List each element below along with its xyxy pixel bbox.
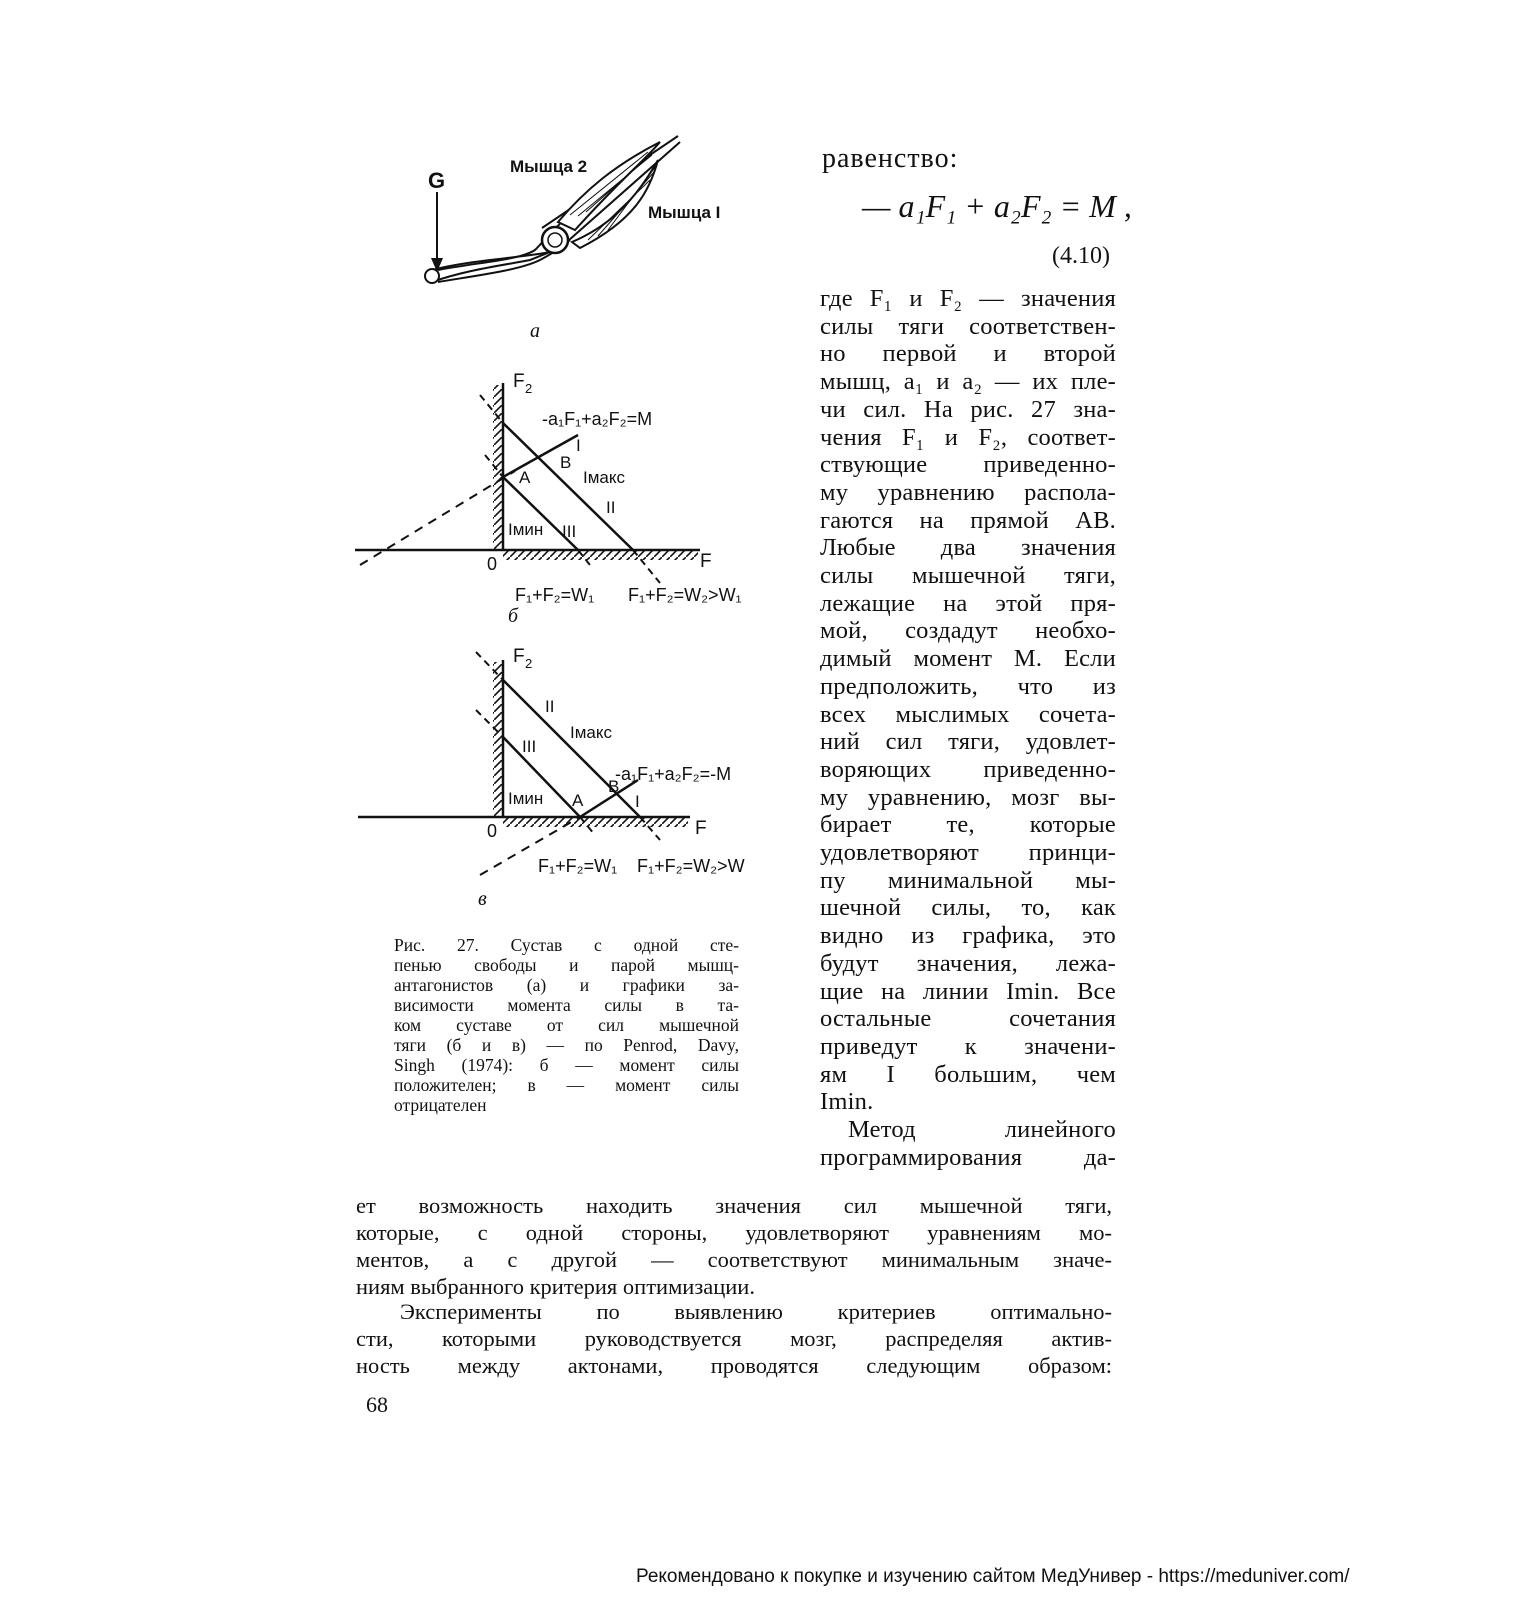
- text-line: видно из графика, это: [820, 922, 1116, 950]
- text-line: всех мыслимых сочета-: [820, 700, 1116, 728]
- text-line: ность между актонами, проводятся следующим образом:: [356, 1353, 1112, 1378]
- f2-axis-label-sub: 2: [525, 656, 533, 671]
- origin-label: 0: [487, 821, 498, 841]
- f2-axis-label-sub: 2: [525, 381, 533, 396]
- f-axis-hatching: [503, 817, 688, 827]
- text-line: щие на линии Imin. Все: [820, 977, 1116, 1005]
- text-line: сти, которыми руководствуется мозг, распределяя актив-: [356, 1326, 1112, 1351]
- line-iii-label: III: [562, 522, 577, 541]
- footer-recommendation: Рекомендовано к покупке и изучению сайтом МедУнивер - https://meduniver.com/: [636, 1566, 1350, 1587]
- text-line: где F₁ и F₂ — значения: [820, 285, 1116, 312]
- right-column-text: [820, 285, 1116, 1172]
- w1-equation-label: F₁+F₂=W₁: [515, 585, 595, 605]
- f2-axis-label: F: [513, 371, 525, 392]
- text-line: остальные сочетания: [820, 1005, 1116, 1033]
- text-line: воряющих приведенно-: [820, 755, 1116, 783]
- text-line: шечной силы, то, как: [820, 894, 1116, 922]
- text-line: мышц, a₁ и a₂ — их пле-: [820, 368, 1116, 396]
- text-line: ет возможность находить значения сил мышечной тяги,: [356, 1193, 1112, 1218]
- text-line: приведут к значени-: [820, 1032, 1116, 1060]
- text-line: пу минимальной мы-: [820, 866, 1116, 894]
- caption-line: висимости момента силы в та-: [394, 995, 739, 1015]
- caption-line: положителен; в — момент силы: [394, 1075, 739, 1095]
- line-i-label: I: [635, 792, 640, 811]
- text-line: чи сил. На рис. 27 зна-: [820, 395, 1116, 423]
- text-line: гаются на прямой AB.: [820, 506, 1116, 534]
- text-line: ний сил тяги, удовлет-: [820, 728, 1116, 756]
- hand-end: [425, 269, 439, 283]
- f-axis-label: F: [695, 818, 707, 839]
- caption-line: антагонистов (а) и графики за-: [394, 975, 739, 995]
- w1-equation-label: F₁+F₂=W₁: [538, 856, 618, 876]
- text-line: силы тяги соответствен-: [820, 312, 1116, 340]
- full-width-paragraph-2: [356, 1298, 1112, 1379]
- point-a-label: A: [572, 791, 584, 810]
- text-line: ям I большим, чем: [820, 1060, 1116, 1088]
- imax-label: Iмакс: [570, 723, 612, 742]
- caption-line: пенью свободы и парой мышц-: [394, 955, 739, 975]
- text-line: ниям выбранного критерия оптимизации.: [356, 1274, 755, 1299]
- figure-27-caption: [394, 935, 739, 1115]
- w2-equation-label: F₁+F₂=W₂>W₁: [628, 585, 742, 605]
- muscle-1-label: Мышца I: [648, 203, 721, 222]
- figure-27a-letter: а: [530, 320, 540, 342]
- figure-27b-graph: [350, 365, 770, 620]
- elbow-inner: [548, 233, 562, 247]
- text-line: бирает те, которые: [820, 811, 1116, 839]
- caption-line: тяги (б и в) — по Penrod, Davy,: [394, 1035, 739, 1055]
- gravity-label: G: [428, 168, 446, 193]
- point-b-label: B: [608, 777, 620, 796]
- equation-number: (4.10): [1052, 243, 1110, 269]
- equation-4-10: — a₁F₁ + a₂F₂ = M ,: [862, 188, 1132, 224]
- w2-equation-label: F₁+F₂=W₂>W: [637, 856, 745, 876]
- f2-axis-label: F: [513, 646, 525, 667]
- text-line: ствующие приведенно-: [820, 451, 1116, 479]
- caption-line: отрицателен: [394, 1095, 487, 1115]
- line-i-label: I: [576, 436, 581, 455]
- text-line: которые, с одной стороны, удовлетворяют уравнениям мо-: [356, 1220, 1112, 1245]
- imin-label: Iмин: [508, 520, 544, 539]
- text-line: му уравнению распола-: [820, 478, 1116, 506]
- line-ii-label: II: [606, 498, 616, 517]
- point-b-label: B: [560, 453, 572, 472]
- imin-label: Iмин: [508, 789, 544, 808]
- muscle-2-label: Мышца 2: [510, 157, 588, 176]
- moment-equation-label: -a₁F₁+a₂F₂=-M: [615, 764, 732, 784]
- figure-27b-letter: б: [508, 605, 519, 627]
- text-line: мой, создадут необхо-: [820, 617, 1116, 645]
- text-line: программирования да-: [820, 1143, 1116, 1171]
- imax-label: Iмакс: [583, 468, 625, 487]
- page-number: 68: [366, 1392, 388, 1417]
- text-line: димый момент М. Если: [820, 645, 1116, 673]
- text-line: Эксперименты по выявлению критериев оптимально-: [400, 1299, 1112, 1324]
- point-a-label: A: [519, 468, 531, 487]
- text-line: чения F₁ и F₂, соответ-: [820, 423, 1116, 451]
- text-line: но первой и второй: [820, 340, 1116, 368]
- line-ii-label: II: [545, 697, 555, 716]
- text-line: удовлетворяют принци-: [820, 839, 1116, 867]
- figure-27v-graph: [350, 640, 770, 885]
- caption-line: ком суставе от сил мышечной: [394, 1015, 739, 1035]
- text-line: му уравнению, мозг вы-: [820, 783, 1116, 811]
- f-axis-hatching: [503, 550, 698, 560]
- figure-27a-joint-diagram: [410, 120, 740, 350]
- origin-label: 0: [487, 554, 498, 574]
- caption-line: Рис. 27. Сустав с одной сте-: [394, 935, 739, 955]
- text-line: Imin.: [820, 1088, 874, 1116]
- text-line: Любые два значения: [820, 534, 1116, 562]
- f2-axis-hatching: [493, 662, 503, 817]
- full-width-paragraph-1: [356, 1192, 1112, 1300]
- text-line: предположить, что из: [820, 672, 1116, 700]
- text-line: ментов, а с другой — соответствуют минимальным значе-: [356, 1247, 1112, 1272]
- f-axis-label: F: [700, 551, 712, 572]
- moment-equation-label: -a₁F₁+a₂F₂=M: [542, 409, 653, 429]
- text-line: лежащие на этой пря-: [820, 589, 1116, 617]
- text-line: Метод линейного: [848, 1116, 1116, 1144]
- figure-27v-letter: в: [478, 888, 487, 910]
- text-line: будут значения, лежа-: [820, 949, 1116, 977]
- right-column-intro: равенство:: [822, 143, 959, 174]
- line-iii-label: III: [522, 737, 537, 756]
- caption-line: Singh (1974): б — момент силы: [394, 1055, 739, 1075]
- text-line: силы мышечной тяги,: [820, 562, 1116, 590]
